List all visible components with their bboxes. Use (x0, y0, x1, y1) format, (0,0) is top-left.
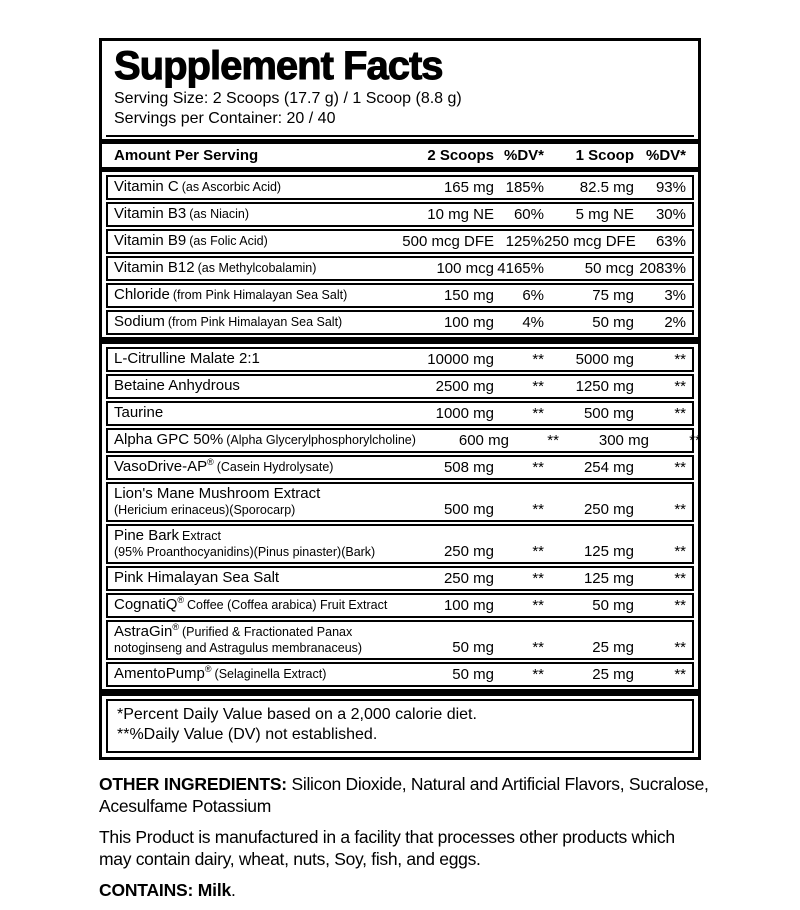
ingredient-name-cell (114, 313, 401, 332)
registered-trademark-icon: ® (172, 622, 179, 632)
ingredient-subline (114, 304, 401, 305)
ingredient-name-cell (114, 232, 401, 251)
ingredient-note: (as Ascorbic Acid) (181, 180, 282, 194)
amount-1-scoop: 300 mg (598, 432, 649, 449)
amount-1-scoop: 500 mg (583, 405, 634, 422)
ingredient-name-cell (114, 596, 401, 615)
registered-trademark-icon: ® (207, 457, 214, 467)
ingredient-name-cell (114, 569, 401, 588)
table-row (106, 482, 694, 522)
ingredient-note: (Alpha Glycerylphosphorylcholine) (226, 433, 416, 447)
table-row (106, 283, 694, 308)
ingredient-subline (114, 277, 401, 278)
ingredient-note: (from Pink Himalayan Sea Salt) (167, 315, 343, 329)
ingredient-note: (Purified & Fractionated Panax (182, 625, 353, 639)
footnotes-box (106, 699, 694, 753)
supplement-facts-panel (99, 38, 701, 760)
dv-1-scoop: 2% (664, 314, 686, 331)
other-ingredients-line2: Acesulfame Potassium (99, 796, 271, 816)
amount-1-scoop: 125 mg (583, 570, 634, 587)
amount-2-scoops: 100 mcg (436, 260, 494, 277)
dv-1-scoop: ** (674, 570, 686, 587)
amount-2-scoops: 1000 mg (435, 405, 494, 422)
ingredient-name: Vitamin B3 (114, 205, 187, 222)
amount-2-scoops: 2500 mg (435, 378, 494, 395)
ingredient-name: Betaine Anhydrous (114, 377, 240, 394)
table-row (106, 455, 694, 480)
ingredient-name-cell (114, 431, 416, 450)
ingredient-name: AstraGin (114, 623, 173, 640)
table-row (106, 428, 701, 453)
dv-1-scoop: ** (674, 405, 686, 422)
title-section (106, 41, 694, 137)
table-row (106, 310, 694, 335)
amount-2-scoops: 600 mg (458, 432, 509, 449)
ingredient-note: (Selaginella Extract) (214, 667, 327, 681)
below-label-text (99, 773, 721, 901)
amount-2-scoops: 100 mg (443, 314, 494, 331)
amount-2-scoops: 100 mg (443, 597, 494, 614)
amount-1-scoop: 25 mg (592, 639, 634, 656)
amount-2-scoops: 250 mg (443, 543, 494, 560)
ingredient-name: Vitamin B12 (114, 259, 195, 276)
ingredient-name: Lion's Mane Mushroom Extract (114, 485, 321, 502)
ingredient-subline (114, 196, 401, 197)
table-row (106, 662, 694, 687)
ingredient-note: (Casein Hydrolysate) (216, 460, 334, 474)
column-header-dv2: %DV* (503, 147, 544, 164)
amount-2-scoops: 500 mg (443, 501, 494, 518)
ingredient-name: AmentoPump (114, 665, 205, 682)
dv-1-scoop: ** (674, 378, 686, 395)
amount-1-scoop: 75 mg (592, 287, 634, 304)
amount-2-scoops: 50 mg (452, 639, 494, 656)
amount-2-scoops: 10 mg NE (427, 206, 494, 223)
amount-1-scoop: 1250 mg (575, 378, 634, 395)
ingredient-name-cell (114, 485, 401, 519)
facility-line1: This Product is manufactured in a facility that processes other products which (99, 827, 675, 847)
ingredient-name-cell (114, 377, 401, 396)
ingredient-name: VasoDrive-AP (114, 458, 208, 475)
table-row (106, 175, 694, 200)
dv-1-scoop: ** (674, 543, 686, 560)
dv-2-scoops: ** (532, 351, 544, 368)
ingredient-note: Extract (182, 529, 221, 543)
main-ingredients-section (102, 347, 701, 687)
dv-1-scoop: 30% (655, 206, 686, 223)
ingredient-note: (from Pink Himalayan Sea Salt) (172, 288, 348, 302)
dv-1-scoop: ** (689, 432, 701, 449)
dv-1-scoop: ** (674, 597, 686, 614)
ingredient-note: Coffee (Coffea arabica) Fruit Extract (187, 598, 388, 612)
dv-2-scoops: ** (532, 459, 544, 476)
amount-1-scoop: 25 mg (592, 666, 634, 683)
table-row (106, 256, 694, 281)
other-ingredients-line1: Silicon Dioxide, Natural and Artificial Flavors, Sucralose, (286, 774, 709, 794)
ingredient-subline (114, 395, 401, 396)
ingredient-subline (114, 331, 401, 332)
table-row (106, 229, 694, 254)
ingredient-name: CognatiQ (114, 596, 178, 613)
amount-1-scoop: 82.5 mg (579, 179, 634, 196)
dv-2-scoops: 4165% (497, 260, 544, 277)
contains-statement (99, 879, 721, 901)
amount-1-scoop: 50 mg (592, 597, 634, 614)
dv-1-scoop: 93% (655, 179, 686, 196)
ingredient-subline (114, 587, 401, 588)
registered-trademark-icon: ® (204, 664, 212, 674)
ingredient-subline (114, 368, 401, 369)
ingredient-subline (114, 683, 401, 684)
dv-2-scoops: ** (532, 405, 544, 422)
ingredient-subline (114, 614, 401, 615)
dv-1-scoop: 3% (664, 287, 686, 304)
ingredient-name: Taurine (114, 404, 164, 421)
section-divider (102, 337, 698, 344)
other-ingredients-label: OTHER INGREDIENTS: (99, 774, 287, 794)
section-divider (102, 167, 698, 172)
dv-2-scoops: 4% (522, 314, 544, 331)
facility-statement (99, 826, 721, 870)
dv-2-scoops: ** (532, 501, 544, 518)
table-row (106, 593, 694, 618)
dv-2-scoops: ** (532, 543, 544, 560)
ingredient-name-cell (114, 205, 401, 224)
ingredient-subline: notoginseng and Astragulus membranaceus) (114, 641, 363, 655)
dv-1-scoop: ** (674, 666, 686, 683)
table-row (106, 202, 694, 227)
dv-2-scoops: 60% (513, 206, 544, 223)
column-header-amount-per-serving: Amount Per Serving (114, 147, 259, 164)
amount-2-scoops: 500 mcg DFE (402, 233, 494, 250)
amount-1-scoop: 50 mcg (584, 260, 634, 277)
dv-2-scoops: ** (532, 639, 544, 656)
amount-1-scoop: 250 mg (583, 501, 634, 518)
table-row (106, 401, 694, 426)
ingredient-name-cell (114, 527, 401, 561)
table-row (106, 524, 694, 564)
amount-2-scoops: 250 mg (443, 570, 494, 587)
dv-1-scoop: 2083% (639, 260, 686, 277)
ingredient-name-cell (114, 286, 401, 305)
table-row (106, 374, 694, 399)
registered-trademark-icon: ® (177, 595, 185, 605)
facility-line2: may contain dairy, wheat, nuts, Soy, fish, and eggs. (99, 849, 481, 869)
contains-value: Milk (193, 880, 232, 900)
amount-2-scoops: 150 mg (443, 287, 494, 304)
dv-2-scoops: ** (532, 570, 544, 587)
footnote-not-established: **%Daily Value (DV) not established. (117, 726, 378, 743)
ingredient-name-cell (114, 404, 401, 423)
footnote-daily-value: *Percent Daily Value based on a 2,000 calorie diet. (117, 706, 477, 723)
ingredient-note: (as Folic Acid) (189, 234, 268, 248)
ingredient-name-cell (114, 458, 401, 477)
ingredient-name-cell (114, 178, 401, 197)
ingredient-subline: (Hericium erinaceus)(Sporocarp) (114, 503, 296, 517)
ingredient-name-cell (114, 623, 401, 657)
column-header-dv1: %DV* (645, 147, 686, 164)
ingredient-name-cell (114, 665, 401, 684)
ingredient-name: Pink Himalayan Sea Salt (114, 569, 280, 586)
table-row (106, 620, 694, 660)
table-row (106, 347, 694, 372)
ingredient-subline (114, 422, 401, 423)
ingredient-name: Sodium (114, 313, 165, 330)
dv-1-scoop: ** (674, 501, 686, 518)
column-header-2-scoops: 2 Scoops (427, 147, 494, 164)
amount-1-scoop: 250 mcg DFE (544, 233, 636, 250)
dv-2-scoops: ** (532, 597, 544, 614)
table-header-row (102, 144, 698, 167)
vitamins-section (102, 175, 698, 335)
servings-per-container-text: Servings per Container: 20 / 40 (114, 110, 336, 127)
ingredient-name: Pine Bark (114, 527, 180, 544)
amount-2-scoops: 50 mg (452, 666, 494, 683)
ingredient-subline (114, 223, 401, 224)
ingredient-name: Alpha GPC 50% (114, 431, 224, 448)
dv-2-scoops: 125% (505, 233, 544, 250)
table-row (106, 566, 694, 591)
dv-1-scoop: ** (674, 459, 686, 476)
dv-1-scoop: ** (674, 351, 686, 368)
dv-2-scoops: 185% (505, 179, 544, 196)
ingredient-name: Vitamin C (114, 178, 179, 195)
amount-1-scoop: 125 mg (583, 543, 634, 560)
amount-2-scoops: 508 mg (443, 459, 494, 476)
amount-1-scoop: 50 mg (592, 314, 634, 331)
ingredient-subline (114, 476, 401, 477)
ingredient-name: L-Citrulline Malate 2:1 (114, 350, 260, 367)
ingredient-subline (114, 250, 401, 251)
dv-2-scoops: ** (532, 378, 544, 395)
ingredient-name-cell (114, 350, 401, 369)
serving-size-text: Serving Size: 2 Scoops (17.7 g) / 1 Scoop (8.8 g) (114, 90, 462, 107)
ingredient-note: (as Niacin) (189, 207, 250, 221)
ingredient-subline: (95% Proanthocyanidins)(Pinus pinaster)(Bark) (114, 545, 376, 559)
other-ingredients-paragraph (99, 773, 721, 817)
ingredient-name-cell (114, 259, 401, 278)
dv-1-scoop: ** (674, 639, 686, 656)
dv-2-scoops: ** (532, 666, 544, 683)
ingredient-name: Vitamin B9 (114, 232, 187, 249)
section-divider (102, 689, 698, 696)
dv-1-scoop: 63% (655, 233, 686, 250)
amount-2-scoops: 165 mg (443, 179, 494, 196)
amount-1-scoop: 5 mg NE (575, 206, 634, 223)
ingredient-note: (as Methylcobalamin) (197, 261, 317, 275)
contains-period: . (231, 880, 236, 900)
dv-2-scoops: ** (547, 432, 559, 449)
column-header-1-scoop: 1 Scoop (575, 147, 634, 164)
contains-label: CONTAINS: (99, 880, 194, 900)
amount-2-scoops: 10000 mg (427, 351, 494, 368)
ingredient-name: Chloride (114, 286, 170, 303)
dv-2-scoops: 6% (522, 287, 544, 304)
page-title: Supplement Facts (114, 44, 443, 88)
supplement-label-page (99, 38, 709, 910)
ingredient-subline (114, 449, 416, 450)
amount-1-scoop: 5000 mg (575, 351, 634, 368)
amount-1-scoop: 254 mg (583, 459, 634, 476)
